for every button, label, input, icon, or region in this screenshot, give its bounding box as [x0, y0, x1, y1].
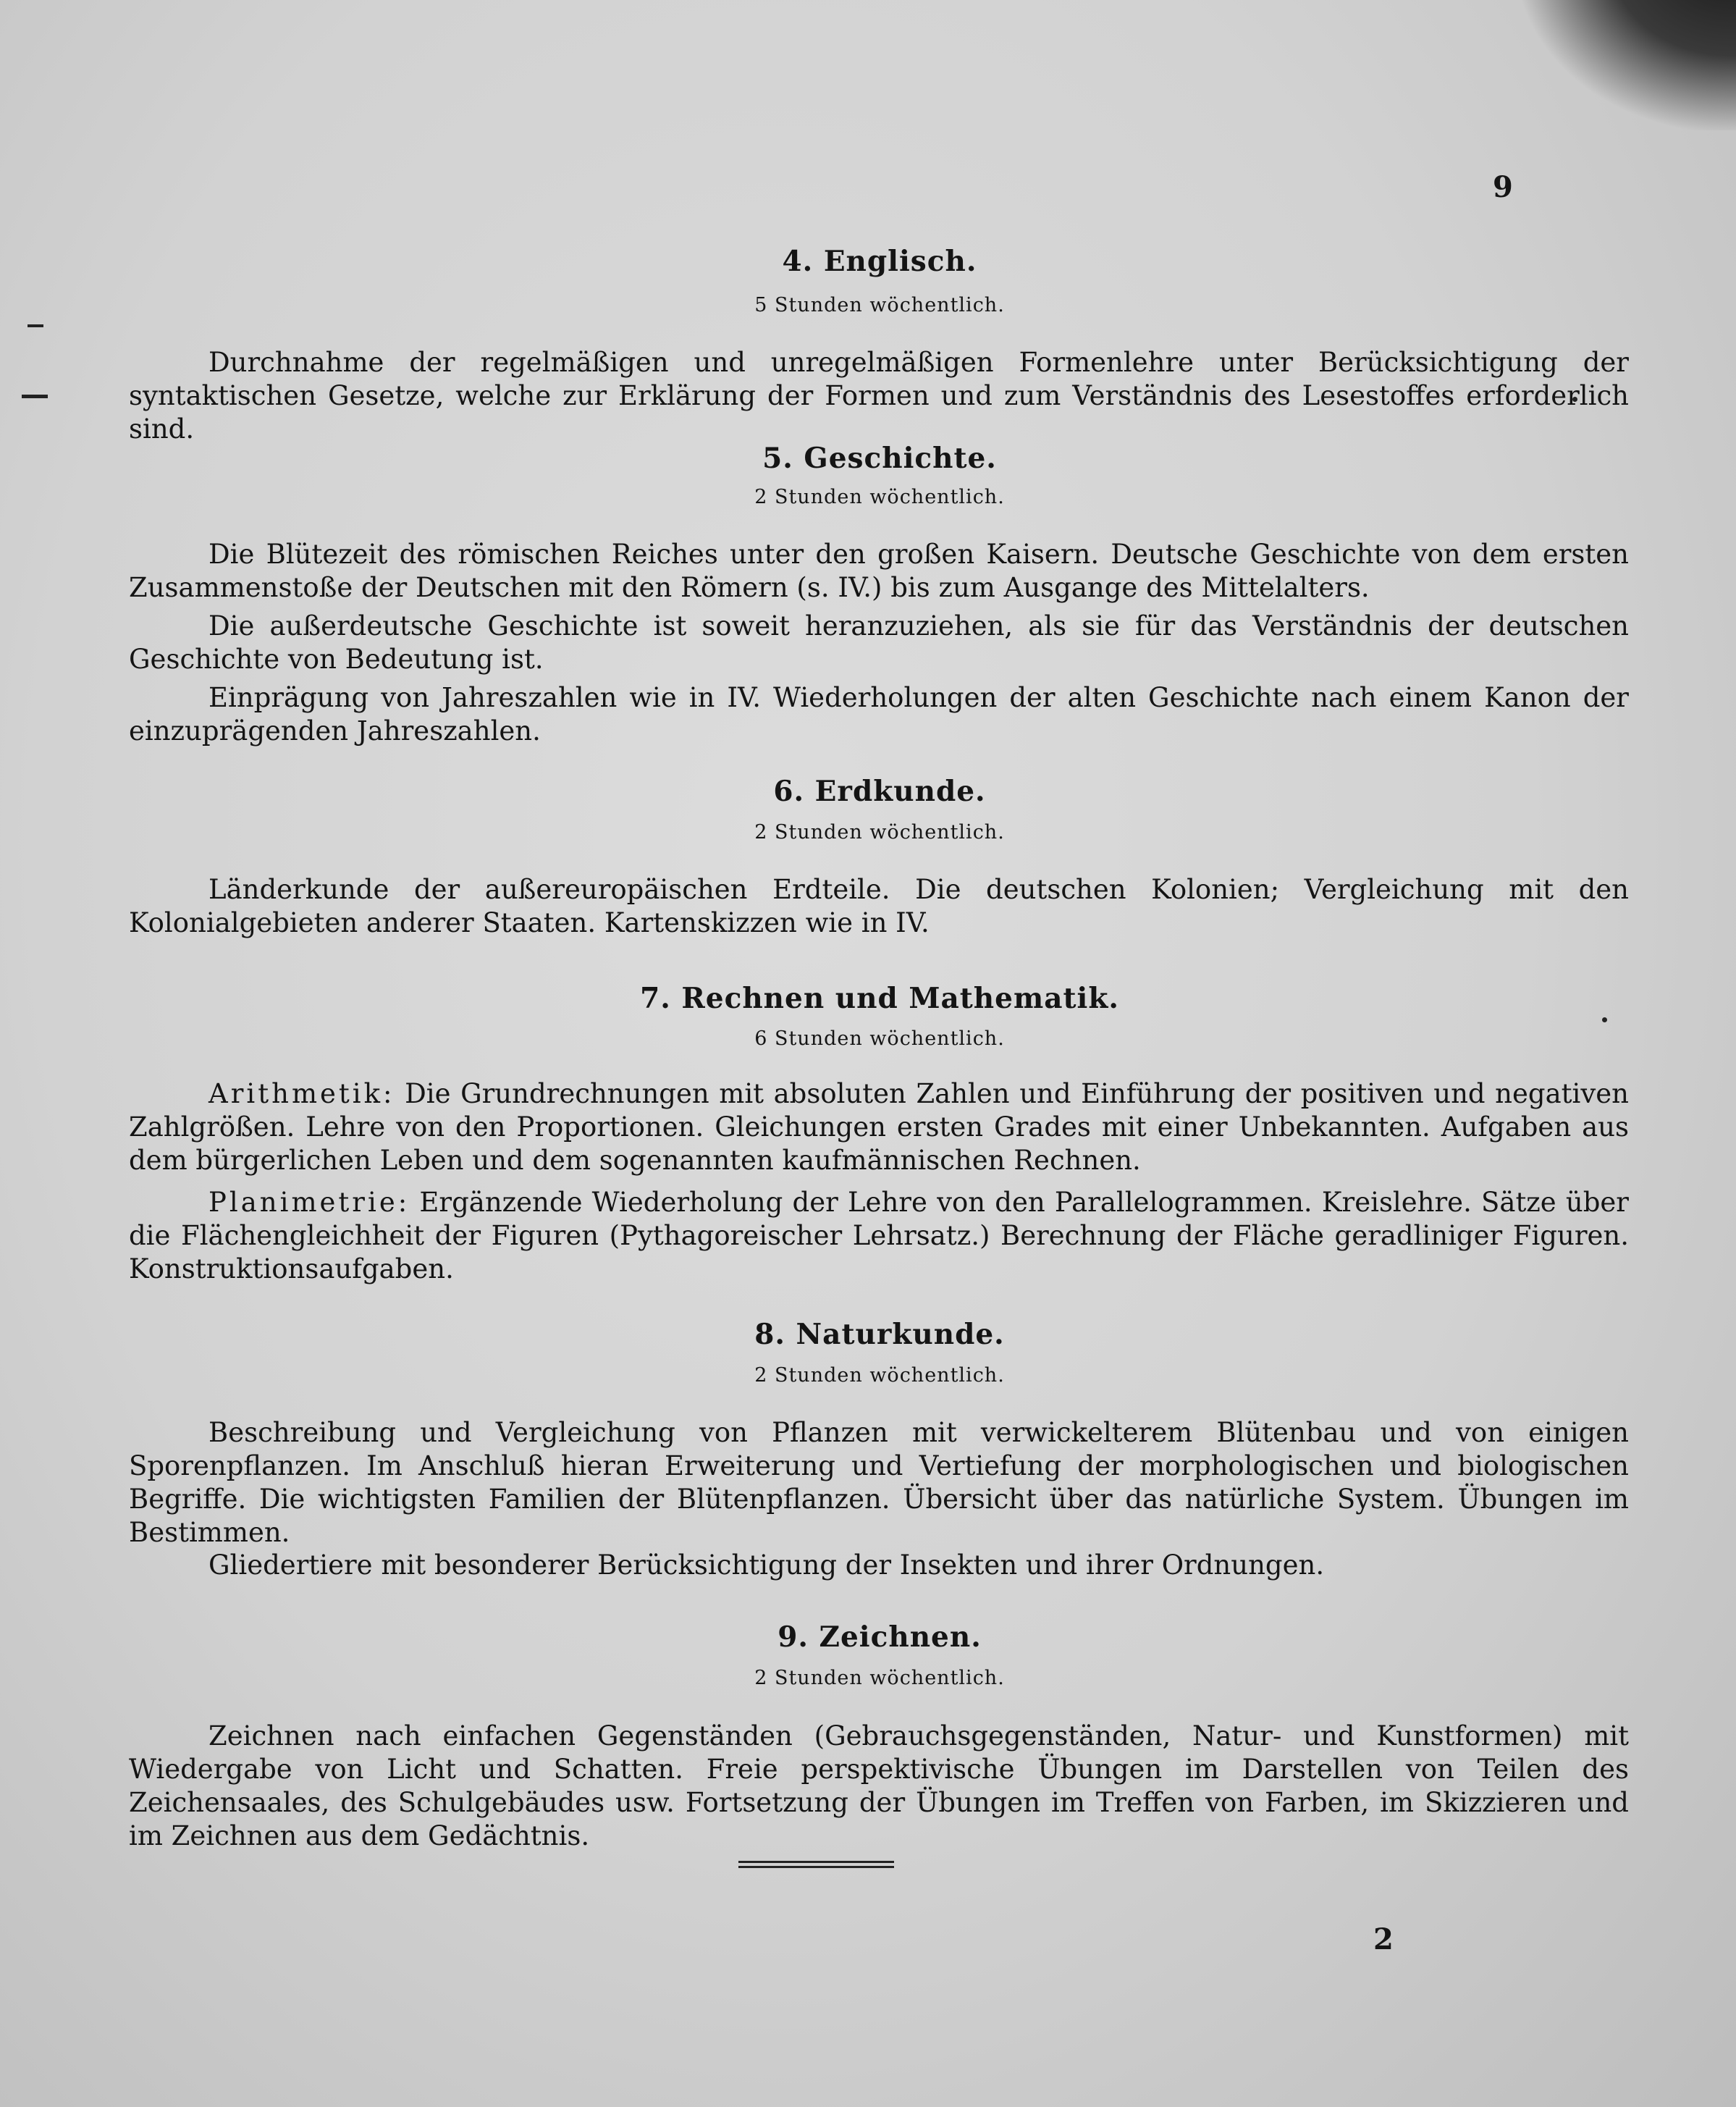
paragraph-geschichte-3: Einprägung von Jahreszahlen wie in IV. Wiederholungen der alten Geschichte nach einem Kanon der einzuprägenden Jahreszahlen.: [129, 682, 1629, 747]
section-heading-englisch: 4. Englisch.: [782, 245, 977, 278]
paragraph-englisch-1: Durchnahme der regelmäßigen und unregelmäßigen Formenlehre unter Berücksichtigung der syntaktischen Gesetze, welche zur Erklärung der Formen und zum Verständnis des Lesestoffes erforderlich sind.: [129, 347, 1629, 445]
section-hours-erdkunde: 2 Stunden wöchentlich.: [754, 821, 1005, 844]
paragraph-arithmetik: [129, 1077, 1629, 1177]
signature-number: 2: [1373, 1922, 1394, 1956]
section-heading-erdkunde: 6. Erdkunde.: [773, 775, 986, 808]
arithmetik-label: Arithmetik:: [208, 1078, 395, 1109]
section-hours-naturkunde: 2 Stunden wöchentlich.: [754, 1364, 1005, 1387]
planimetrie-label: Planimetrie:: [208, 1187, 410, 1218]
section-hours-zeichnen: 2 Stunden wöchentlich.: [754, 1667, 1005, 1689]
paragraph-zeichnen-1: Zeichnen nach einfachen Gegenständen (Gebrauchsgegenständen, Natur- und Kunstformen) mit Wiedergabe von Licht und Schatten. Freie perspektivische Übungen im Darstellen von Teilen des Zeichensaales, des Schulgebäudes usw. Fortsetzung der Übungen im Treffen von Farben, im Skizzieren und im Zeichnen aus dem Gedächtnis.: [129, 1720, 1629, 1851]
paragraph-naturkunde-2: Gliedertiere mit besonderer Berücksichtigung der Insekten und ihrer Ordnungen.: [208, 1549, 1325, 1581]
scan-corner-shadow: [1519, 0, 1736, 130]
section-heading-geschichte: 5. Geschichte.: [762, 442, 997, 475]
paragraph-geschichte-2: Die außerdeutsche Geschichte ist soweit heranzuziehen, als sie für das Verständnis der deutschen Geschichte von Bedeutung ist.: [129, 610, 1629, 675]
section-heading-mathematik: 7. Rechnen und Mathematik.: [640, 982, 1119, 1015]
section-heading-zeichnen: 9. Zeichnen.: [778, 1620, 982, 1654]
paragraph-erdkunde-1: Länderkunde der außereuropäischen Erdteile. Die deutschen Kolonien; Vergleichung mit den Kolonialgebieten anderer Staaten. Kartenskizzen wie in IV.: [129, 874, 1629, 938]
scan-mark: [28, 324, 43, 327]
section-heading-naturkunde: 8. Naturkunde.: [754, 1318, 1005, 1351]
scan-mark: [22, 395, 48, 398]
paragraph-planimetrie: [129, 1186, 1629, 1286]
section-hours-geschichte: 2 Stunden wöchentlich.: [754, 486, 1005, 508]
double-rule-divider: [738, 1861, 894, 1868]
planimetrie-text: Ergänzende Wiederholung der Lehre von den Parallelogrammen. Kreislehre. Sätze über die Flächengleichheit der Figuren (Pythagoreischer Lehrsatz.) Berechnung der Fläche geradliniger Figuren. Konstruktionsaufgaben.: [129, 1187, 1629, 1284]
section-hours-englisch: 5 Stunden wöchentlich.: [754, 294, 1005, 316]
arithmetik-text: Die Grundrechnungen mit absoluten Zahlen und Einführung der positiven und negativen Zahlgrößen. Lehre von den Proportionen. Gleichungen ersten Grades mit einer Unbekannten. Aufgaben aus dem bürgerlichen Leben und dem sogenannten kaufmännischen Rechnen.: [129, 1078, 1629, 1176]
section-hours-mathematik: 6 Stunden wöchentlich.: [754, 1027, 1005, 1050]
scan-mark: [1602, 1017, 1607, 1022]
paragraph-geschichte-1: Die Blütezeit des römischen Reiches unter den großen Kaisern. Deutsche Geschichte von dem ersten Zusammenstoße der Deutschen mit den Römern (s. IV.) bis zum Ausgange des Mittelalters.: [129, 539, 1629, 603]
page-number: 9: [1493, 170, 1513, 204]
paragraph-naturkunde-1: Beschreibung und Vergleichung von Pflanzen mit verwickelterem Blütenbau und von einigen Sporenpflanzen. Im Anschluß hieran Erweiterung und Vertiefung der morphologischen und biologischen Begriffe. Die wichtigsten Familien der Blütenpflanzen. Übersicht über das natürliche System. Übungen im Bestimmen.: [129, 1417, 1629, 1548]
